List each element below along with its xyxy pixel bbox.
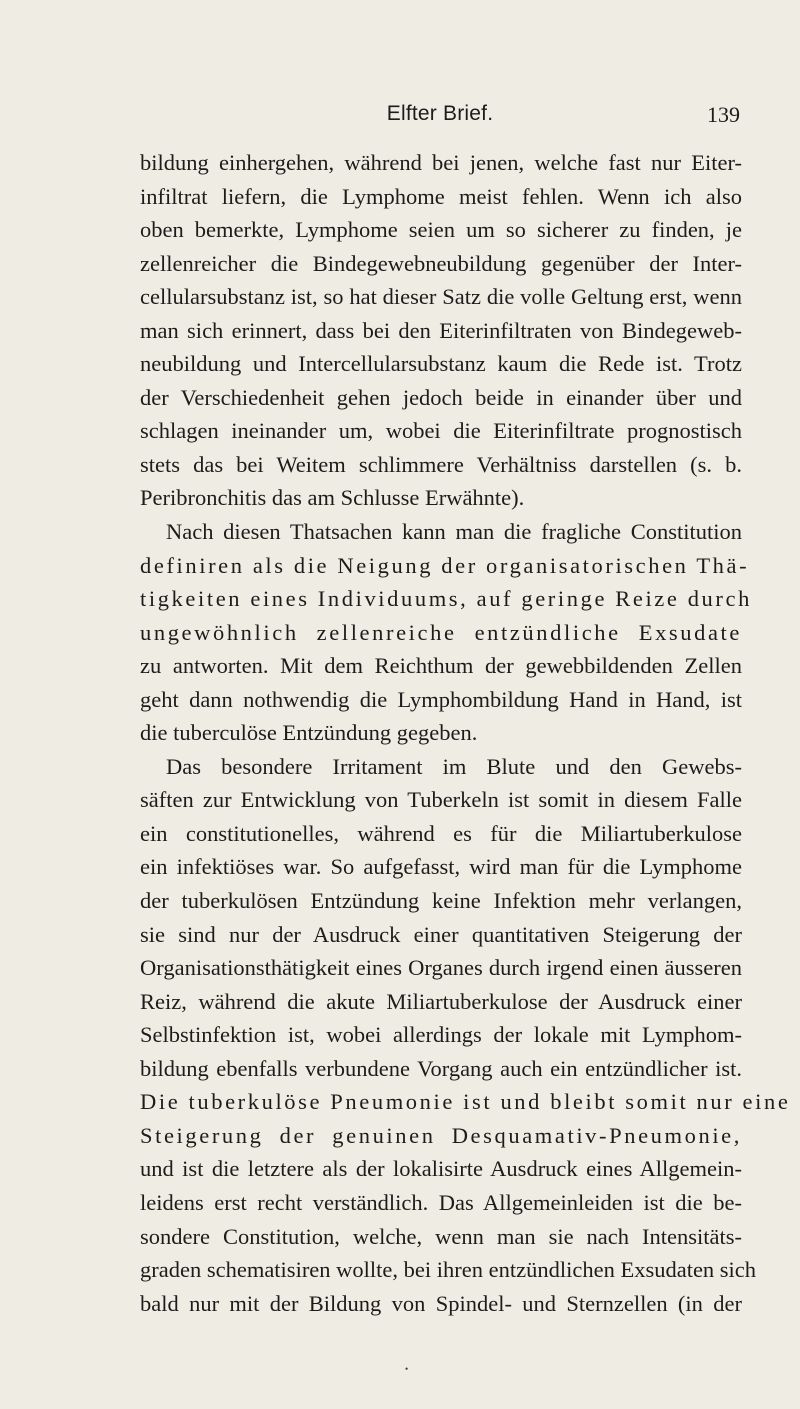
text-line: geht dann nothwendig die Lymphombildung Hand in Hand, ist xyxy=(140,686,742,712)
text-line: infiltrat liefern, die Lymphome meist fehlen. Wenn ich also xyxy=(140,183,742,209)
text-line: bildung einhergehen, während bei jenen, welche fast nur Eiter- xyxy=(140,150,742,175)
printer-mark: • xyxy=(405,1364,409,1374)
text-line: graden schematisiren wollte, bei ihren entzündlichen Exsudaten sich xyxy=(140,1257,757,1283)
text-line: bildung ebenfalls verbundene Vorgang auch ein entzündlicher ist. xyxy=(140,1055,742,1081)
text-line: bald nur mit der Bildung von Spindel- und Sternzellen (in der xyxy=(140,1290,742,1316)
text-line: Das besondere Irritament im Blute und den Gewebs- xyxy=(166,753,742,779)
text-line: neubildung und Intercellularsubstanz kaum die Rede ist. Trotz xyxy=(140,351,742,377)
text-line: Peribronchitis das am Schlusse Erwähnte). xyxy=(140,485,525,511)
text-line: man sich erinnert, dass bei den Eiterinfiltraten von Bindegeweb- xyxy=(140,317,742,343)
text-line: zellenreicher die Bindegewebneubildung gegenüber der Inter- xyxy=(140,250,742,276)
text-line-emphasis: Die tuberkulöse Pneumonie ist und bleibt somit nur eine xyxy=(140,1089,791,1115)
text-line: cellularsubstanz ist, so hat dieser Satz die volle Geltung erst, wenn xyxy=(140,284,742,310)
text-line-emphasis: Steigerung der genuinen Desquamativ-Pneumonie, xyxy=(140,1122,742,1148)
text-line: leidens erst recht verständlich. Das Allgemeinleiden ist die be- xyxy=(140,1189,742,1215)
text-line: sondere Constitution, welche, wenn man sie nach Intensitäts- xyxy=(140,1223,742,1249)
text-line: der tuberkulösen Entzündung keine Infektion mehr verlangen, xyxy=(140,888,742,914)
text-line: Selbstinfektion ist, wobei allerdings der lokale mit Lymphom- xyxy=(140,1022,742,1048)
text-line: oben bemerkte, Lymphome seien um so sicherer zu finden, je xyxy=(140,217,742,243)
text-line: Nach diesen Thatsachen kann man die fragliche Constitution xyxy=(166,519,742,545)
text-line: ein infektiöses war. So aufgefasst, wird man für die Lymphome xyxy=(140,854,742,880)
text-line: die tuberculöse Entzündung gegeben. xyxy=(140,720,478,746)
text-line: stets das bei Weitem schlimmere Verhältniss darstellen (s. b. xyxy=(140,451,742,477)
text-line: schlagen ineinander um, wobei die Eiterinfiltrate prognostisch xyxy=(140,418,742,444)
body-text xyxy=(140,146,791,1320)
text-line-emphasis: definiren als die Neigung der organisatorischen Thä- xyxy=(140,552,750,578)
running-title: Elfter Brief. xyxy=(386,102,494,125)
text-line-emphasis: tigkeiten eines Individuums, auf geringe Reize durch xyxy=(140,586,752,612)
text-line: Organisationsthätigkeit eines Organes durch irgend einen äusseren xyxy=(140,955,742,981)
text-line: sie sind nur der Ausdruck einer quantitativen Steigerung der xyxy=(140,921,742,947)
page-number: 139 xyxy=(707,102,740,127)
text-line: Reiz, während die akute Miliartuberkulose der Ausdruck einer xyxy=(140,988,742,1014)
text-line-emphasis: ungewöhnlich zellenreiche entzündliche Exsudate xyxy=(140,619,742,645)
text-line: der Verschiedenheit gehen jedoch beide in einander über und xyxy=(140,384,742,410)
text-line: und ist die letztere als der lokalisirte Ausdruck eines Allgemein- xyxy=(140,1156,742,1182)
text-line: säften zur Entwicklung von Tuberkeln ist somit in diesem Falle xyxy=(140,787,742,813)
text-line: zu antworten. Mit dem Reichthum der gewebbildenden Zellen xyxy=(140,653,742,679)
text-line: ein constitutionelles, während es für die Miliartuberkulose xyxy=(140,820,742,846)
running-head xyxy=(140,102,740,132)
